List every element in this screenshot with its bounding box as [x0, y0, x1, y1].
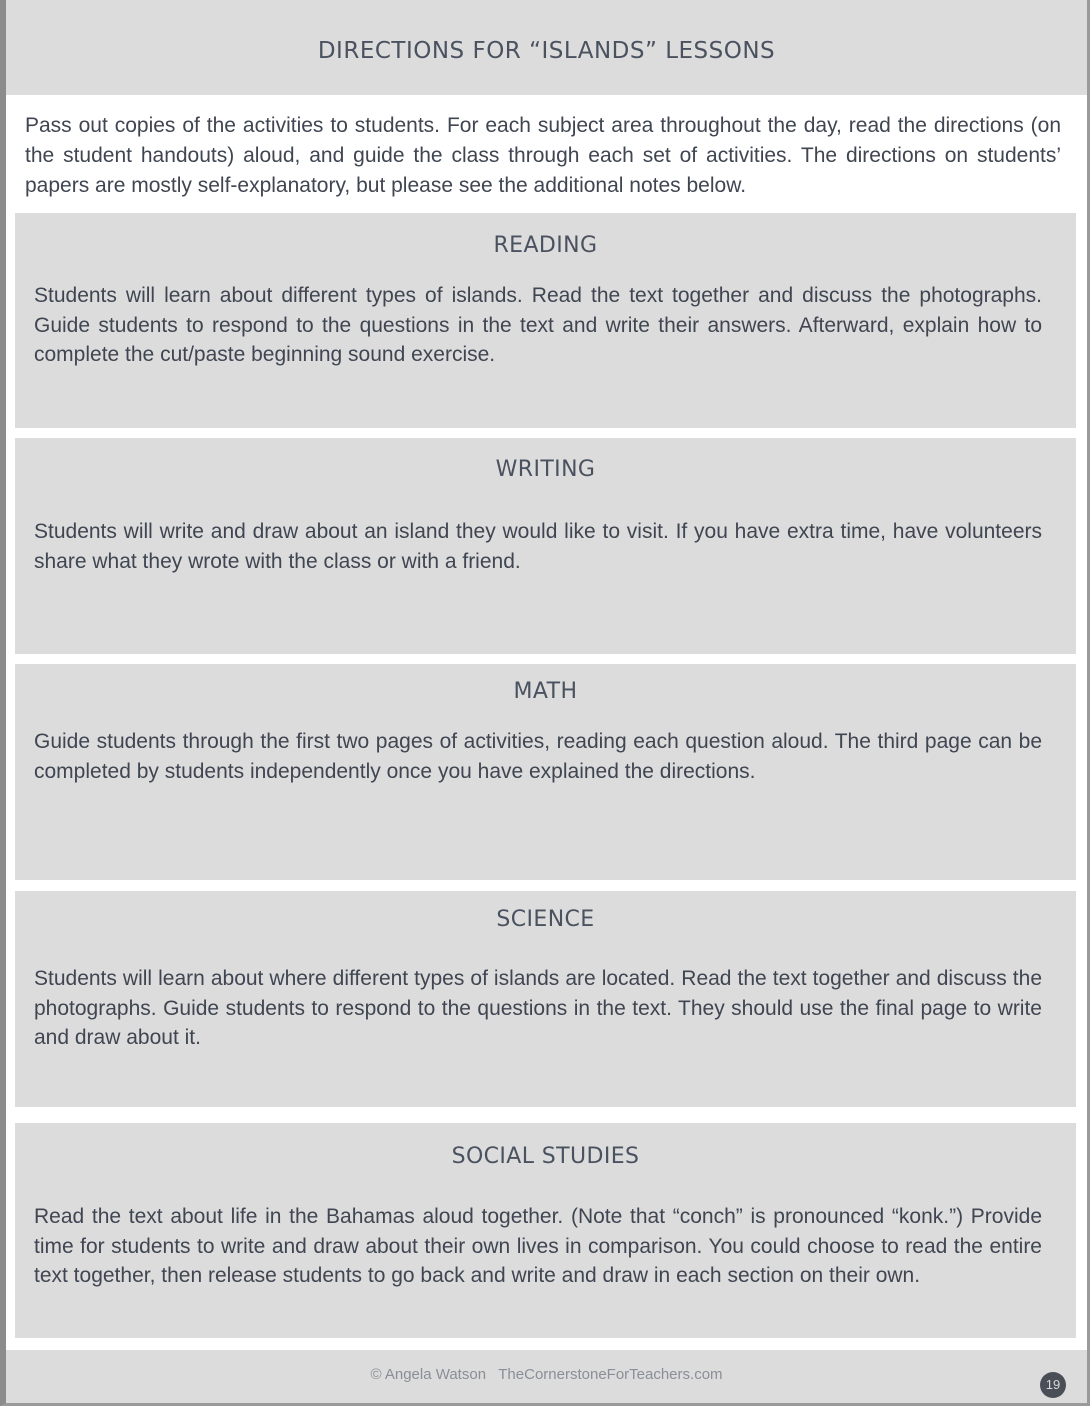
section-social-studies: [15, 1123, 1076, 1338]
section-text: Students will learn about different types of islands. Read the text together and discuss the photographs. Guide students to respond to the questions in the text and write their answers. Afterward, explain how to complete the cut/paste beginning sound exercise.: [34, 284, 1042, 366]
section-writing: [15, 438, 1076, 654]
page-title: DIRECTIONS FOR “ISLANDS” LESSONS: [317, 37, 776, 64]
section-title: MATH: [513, 679, 578, 704]
section-text: Students will write and draw about an island they would like to visit. If you have extra time, have volunteers share what they wrote with the class or with a friend.: [34, 520, 1042, 573]
section-title: SCIENCE: [496, 907, 595, 932]
section-text: Students will learn about where different types of islands are located. Read the text together and discuss the photographs. Guide students to respond to the questions in the text. They should use the final page to write and draw about it.: [34, 967, 1042, 1049]
section-math: [15, 664, 1076, 880]
section-title: WRITING: [495, 457, 596, 482]
website-link[interactable]: TheCornerstoneForTeachers.com: [498, 1366, 723, 1383]
intro-paragraph: Pass out copies of the activities to students. For each subject area throughout the day, read the directions (on the student handouts) aloud, and guide the class through each set of activities. The directions on students’ papers are mostly self-explanatory, but please see the additional notes below.: [25, 114, 1061, 197]
page-number-badge: 19: [1040, 1372, 1066, 1398]
copyright-text: © Angela Watson: [370, 1366, 487, 1383]
section-text: Guide students through the first two pages of activities, reading each question aloud. The third page can be completed by students independently once you have explained the directions.: [34, 730, 1042, 783]
footer-credit: [6, 1366, 1087, 1383]
section-title: READING: [493, 233, 598, 258]
section-reading: [15, 213, 1076, 428]
section-science: [15, 891, 1076, 1107]
section-title: SOCIAL STUDIES: [451, 1144, 640, 1169]
header-band: [6, 0, 1087, 95]
section-text: Read the text about life in the Bahamas aloud together. (Note that “conch” is pronounced “konk.”) Provide time for students to write and draw about their own lives in comparison. You could choose to read the entire text together, then release students to go back and write and draw in each section on their own.: [34, 1205, 1042, 1287]
footer: [6, 1350, 1087, 1403]
